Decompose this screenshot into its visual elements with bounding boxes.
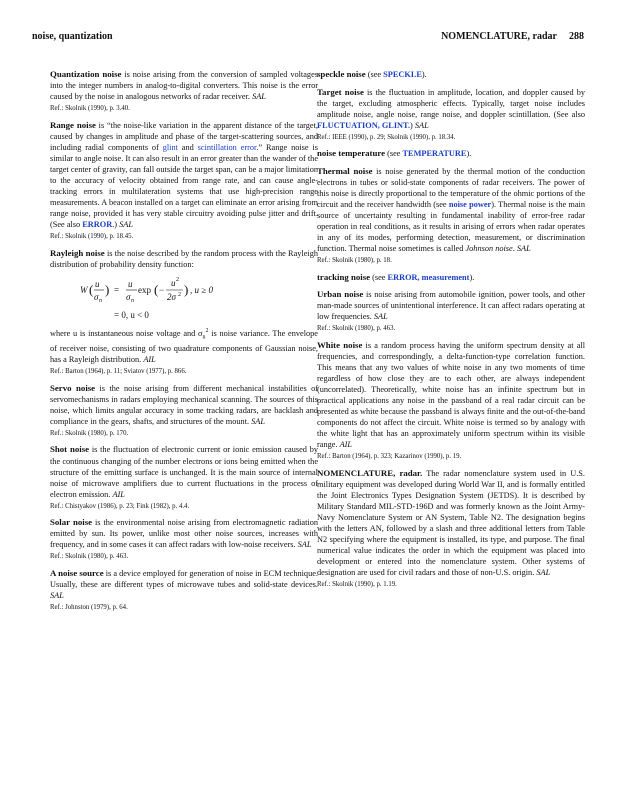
entry-text: (see — [370, 272, 388, 282]
header-right-group — [441, 31, 584, 42]
entry-body — [317, 340, 585, 450]
eq-exp-word: exp — [138, 284, 151, 295]
entry-text: . — [512, 244, 517, 254]
xref-speckle-link[interactable]: SPECKLE — [383, 70, 422, 79]
entry-text: is noise arising from automobile ignition, power tools, and other man-made sources of unintentional interference. It can affect radars operating at low frequencies. — [317, 290, 586, 322]
entry-nomenclature-radar — [317, 468, 585, 589]
entry-term: Range noise — [50, 119, 96, 130]
eq-line-2: = 0, u < 0 — [114, 309, 149, 320]
entry-term: NOMENCLATURE, radar. — [317, 467, 423, 478]
entry-author: AIL — [339, 440, 353, 450]
entry-author: SAL — [252, 92, 266, 102]
entry-text: is the fluctuation in amplitude, location, and doppler caused by the target, excluding atmospheric effects. Typically, target noise includes amplitude noise, angle noise, range noise, and doppler scintillation. (See also — [317, 87, 586, 119]
entry-body — [50, 248, 318, 270]
xref-scintillation-error-link[interactable]: scintillation error — [197, 142, 257, 152]
entry-text: is the noise arising from different mechanical instabilities of servomechanisms in radars employing mechanical scanning. The sources of this noise, which limits angular accuracy in some tracking radars, are backlash and compliance in the gears, shafts, and structures of the mount. — [50, 383, 318, 426]
entry-author: SAL — [373, 312, 388, 322]
running-header — [32, 31, 584, 45]
entry-body — [317, 166, 585, 254]
entry-text: ). Thermal noise is the main source of uncertainty resulting in fundamental inability of error-free radar operation in real conditions, as it results in arising of errors when radar operates in any of its modes, performing detection, measurement, or discrimination function. Thermal noise sometimes is called — [317, 199, 585, 254]
entry-text: ). — [466, 149, 472, 159]
right-column — [317, 69, 585, 596]
entry-solar-noise — [50, 517, 318, 561]
entry-term: noise temperature — [317, 148, 385, 159]
entry-term: Servo noise — [50, 382, 96, 393]
page-number: 288 — [569, 31, 584, 42]
entry-author: SAL — [119, 220, 133, 230]
entry-body — [50, 444, 318, 499]
entry-body — [50, 120, 318, 230]
entry-reference: Ref.: Skolnik (1980), p. 170. — [50, 429, 129, 437]
entry-body — [50, 326, 318, 366]
entry-text: .” Range noise is similar to angle noise. It can also result in an error greater than the wander of the target center of gravity, can fall outside the target span, can be a major limitation to the accuracy of velocity obtained from range rate, and can cause angle-tracking errors in multilateration systems that use high-precision range measurements. A beacon installed on a target can eliminate an error arising from range noise, provided it has very stable circuitry avoiding pulse jitter and drift. (See also — [50, 142, 318, 230]
entry-speckle-noise — [317, 69, 585, 80]
entry-text: is noise generated by the thermal motion of the conduction electrons in tubes or solid-state components of radar receivers. The power of this noise is directly proportional to the temperature of the ohmic portions of the circuit and the receiver handwidth (see — [317, 166, 585, 209]
entry-text: is the noise described by the random process with the Rayleigh distribution of probability density function: — [50, 248, 318, 269]
entry-text: is the fluctuation of electronic current or ionic emission caused by the continuous changing of the number electrons or ions being emitted when the structure of the emitting surface is unchanged. It is the main source of internal noise of microwave amplifiers due to current fluctuations in the process of electron emission. — [50, 445, 318, 499]
entry-author: SAL — [516, 244, 531, 254]
eq-coef-den: σ — [126, 291, 131, 302]
entry-body — [317, 272, 585, 283]
entry-term: Rayleigh noise — [50, 247, 105, 258]
entry-body — [317, 87, 585, 131]
eq-frac-num: u — [95, 278, 100, 289]
xref-fluctuation-glint-link[interactable]: FLUCTUATION, GLINT. — [317, 120, 411, 130]
entry-rayleigh-noise — [50, 248, 318, 377]
entry-reference: Ref.: IEEE (1990), p. 29; Skolnik (1990), p. 18.34. — [317, 133, 456, 141]
entry-text: The radar nomenclature system used in U.S. military equipment was developed during World War II, and is formally entitled the Joint Electronics Types Designation System (JETDS). It is described by Military Standard MIL-STD-196D and was formerly known as the Joint Army-Navy Nomenclature System or AN System, Table N2. The designation begins with the letters AN, followed by a slash and three additional letters from Table N2 specifying where the equipment is installed, its type, and purpose. The final numerical value indicates the order in which the equipment was placed into development or entered into the nomenclature system. Other systems of designation are used for civil radars and those of non-U.S. origin. — [317, 468, 585, 578]
entry-body — [317, 468, 585, 578]
entry-text: ). — [421, 70, 427, 79]
entry-range-noise — [50, 120, 318, 241]
entry-text: and — [177, 142, 198, 152]
sigma-superscript: 2 — [205, 327, 209, 334]
entry-body — [317, 148, 585, 159]
entry-body — [50, 383, 318, 427]
entry-body — [317, 69, 585, 80]
entry-author: SAL — [297, 540, 312, 550]
eq-rparen: ) — [105, 281, 110, 297]
entry-body — [50, 568, 318, 601]
entry-text: ). — [469, 272, 475, 282]
entry-text: is “the noise-like variation in the apparent distance of the target, caused by changes in amplitude and phase of the target-scattering sources, and including radial components of — [50, 120, 318, 152]
eq-coef-num: u — [128, 278, 133, 289]
entry-reference: Ref.: Skolnik (1980), p. 463. — [317, 325, 396, 333]
entry-author: AIL — [112, 489, 125, 499]
entry-text: ) — [410, 120, 415, 130]
entry-reference: Ref.: Skolnik (1990), p. 3.40. — [50, 105, 130, 113]
entry-body — [317, 289, 585, 322]
entry-text: is a random process having the uniform spectrum density at all frequencies, and correspondingly, a delta-function-type correlation function. This means that any two values of white noise in any two moments of time regardless of how close they are to each other, are always independent (uncorrelated). Theoretically, white noise has an infinite spectrum but in practical applications any noise in the passband of a real radar circuit can be presented as white because the passband is always finite and the out-of-the-band components do not affect the circuit. White noise is termed so by analogy with the white light that has an approximately uniform spectrum within its visible range. — [317, 340, 586, 450]
entry-quantization-noise — [50, 69, 318, 113]
entry-term: Target noise — [317, 86, 364, 97]
header-left-guide-word: noise, quantization — [32, 31, 113, 42]
entry-text: (see — [365, 70, 384, 79]
entry-term: Quantization noise — [50, 69, 122, 79]
eq-coef-den-sub: n — [131, 297, 134, 304]
entry-body — [50, 69, 318, 102]
entry-reference: Ref.: Skolnik (1980), p. 463. — [50, 553, 129, 561]
entry-reference: Ref.: Skolnik (1990), p. 18.45. — [50, 233, 134, 241]
header-right-guide-word: NOMENCLATURE, radar — [441, 31, 557, 42]
xref-error-measurement-link[interactable]: ERROR, measurement — [387, 272, 470, 282]
xref-temperature-link[interactable]: TEMPERATURE — [402, 149, 467, 159]
eq-lparen: ( — [89, 281, 94, 297]
entry-author: AIL — [143, 355, 156, 365]
entry-tracking-noise — [317, 272, 585, 283]
eq-exp-den: 2σ — [167, 291, 176, 302]
sigma-subscript: n — [202, 334, 206, 341]
entry-noise-source — [50, 568, 318, 612]
entry-term: Thermal noise — [317, 165, 373, 176]
eq-condition: , u ≥ 0 — [190, 284, 213, 295]
entry-text: is noise arising from the conversion of sampled voltages into the integer numbers in analog-to-digital converters. This noise is the error caused by the noise in analogous networks of radar receiver. — [50, 70, 318, 102]
eq-exp-num: u — [171, 277, 176, 288]
entry-servo-noise — [50, 383, 318, 438]
eq-exp-den-sup: 2 — [178, 291, 181, 298]
entry-reference: Ref.: Skolnik (1990), p. 1.19. — [317, 581, 397, 589]
eq-exp-lparen: ( — [154, 281, 159, 297]
entry-author: SAL — [536, 568, 551, 578]
entry-reference: Ref.: Johnston (1979), p. 64. — [50, 603, 128, 611]
entry-reference: Ref.: Barton (1964), p. 11; Sviatov (1977), p. 866. — [50, 368, 187, 376]
xref-glint-link[interactable]: glint — [162, 142, 178, 152]
entry-reference: Ref.: Skolnik (1980), p. 18. — [317, 257, 392, 265]
entry-target-noise — [317, 87, 585, 142]
entry-term: speckle noise — [317, 69, 366, 79]
entry-urban-noise — [317, 289, 585, 333]
xref-noise-power-link[interactable]: noise power — [448, 199, 492, 209]
entry-author: SAL — [50, 590, 64, 600]
entry-thermal-noise — [317, 166, 585, 265]
entry-text: (see — [385, 149, 403, 159]
rayleigh-equation — [50, 272, 318, 324]
entry-term: Urban noise — [317, 289, 364, 300]
eq-exp-num-sup: 2 — [176, 276, 179, 283]
entry-text: where u is instantaneous noise voltage and σ — [50, 328, 203, 338]
entry-text: is the environmental noise arising from electromagnetic radiation emitted by sun. Its power, unlike most other noise sources, increases with frequency, and in some cases it can affect radars with low-noise receivers. — [50, 518, 318, 550]
entry-body — [50, 517, 318, 550]
entry-shot-noise — [50, 444, 318, 510]
entry-author: SAL — [251, 416, 265, 426]
eq-lhs: W — [80, 284, 88, 295]
entry-term: tracking noise — [317, 271, 371, 282]
johnson-noise-term: Johnson noise — [465, 244, 513, 254]
entry-author: SAL — [414, 120, 429, 130]
xref-error-link[interactable]: ERROR — [82, 220, 113, 230]
entry-text: is a device employed for generation of noise in ECM technique. Usually, these are different types of microwave tubes and solid-state devices. — [50, 568, 318, 589]
eq-exp-minus: − — [159, 284, 165, 295]
eq-frac-den-sub: n — [99, 297, 102, 304]
entry-reference: Ref.: Chistyakov (1986), p. 23; Fink (1982), p. 4.4. — [50, 502, 190, 510]
entry-term: A noise source — [50, 567, 104, 578]
entry-text: is noise variance. The envelope of receiver noise, consisting of two quadrature components of Gaussian noise, has a Rayleigh distribution. — [50, 328, 318, 365]
entry-reference: Ref.: Barton (1964), p. 323; Kazarinov (1990), p. 19. — [317, 453, 462, 461]
entry-noise-temperature — [317, 148, 585, 159]
entry-term: Solar noise — [50, 517, 93, 528]
entry-text: .) — [112, 220, 120, 230]
eq-exp-rparen: ) — [184, 281, 189, 297]
entry-term: Shot noise — [50, 444, 90, 455]
entry-term: White noise — [317, 339, 363, 350]
entry-white-noise — [317, 340, 585, 461]
eq-equals: = — [114, 284, 120, 295]
left-column — [50, 69, 318, 618]
rayleigh-equation-svg — [80, 272, 280, 324]
eq-frac-den: σ — [94, 291, 99, 302]
